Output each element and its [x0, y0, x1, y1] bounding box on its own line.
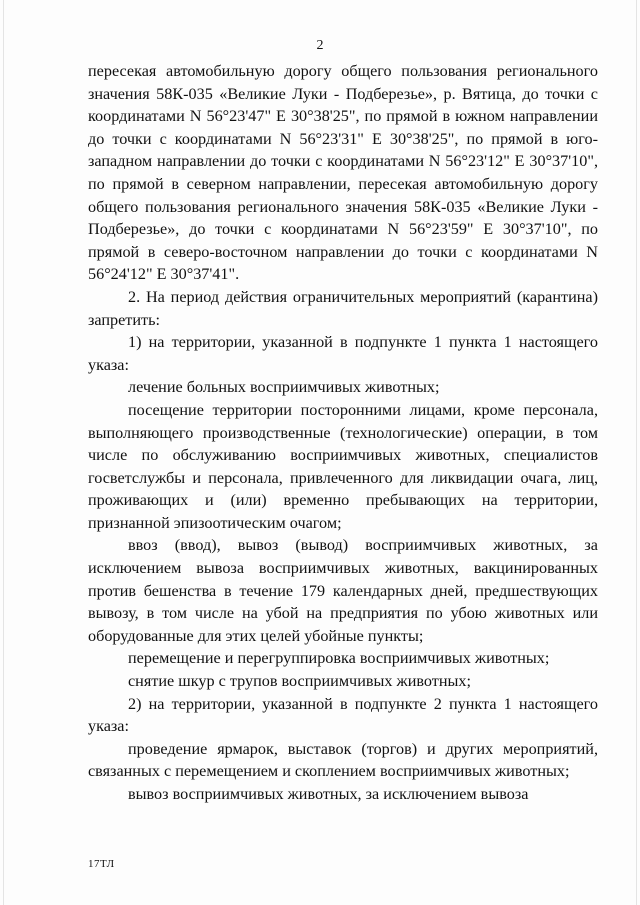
paragraph-item-visits: посещение территории посторонними лицами, кроме персонала, выполняющего производственные (технологические) операции, в том числе по обслуживанию восприимчивых животных, специалистов госветслужбы и персонала, привлеченного для ликвидации очага, лиц, проживающих и (или) временно пребывающих на территории, признанной эпизоотическим очагом;: [88, 400, 598, 532]
paragraph-item-fairs: проведение ярмарок, выставок (торгов) и других мероприятий, связанных с перемещением и скоплением восприимчивых животных;: [88, 739, 598, 781]
paragraph-coordinates: пересекая автомобильную дорогу общего пользования регионального значения 58К-035 «Великие Луки - Подберезье», р. Вятица, до точки с координатами N 56°23'47" E 30°38'25", по прямой в южном направлении до точки с координатами N 56°23'31" E 30°38'25", по прямой в юго-западном направлении до точки с координатами N 56°23'12" E 30°37'10", по прямой в северном направлении, пересекая автомобильную дорогу общего пользования регионального значения 58К-035 «Великие Луки - Подберезье», до точки с координатами N 56°23'59" E 30°37'10", по прямой в северо-восточном направлении до точки с координатами N 56°24'12" E 30°37'41".: [88, 62, 598, 284]
paragraph-item-movement: перемещение и перегруппировка восприимчивых животных;: [128, 649, 550, 668]
footer-code: 17ТЛ: [88, 858, 115, 870]
paragraph-item-skinning: снятие шкур с трупов восприимчивых животных;: [128, 672, 471, 691]
paragraph-item-export-start: вывоз восприимчивых животных, за исключением вывоза: [128, 785, 529, 803]
paragraph-subclause-1: 1) на территории, указанной в подпункте 1 пункта 1 настоящего указа:: [88, 333, 598, 374]
page-edge-right: [636, 0, 637, 905]
page-edge-left: [3, 0, 4, 905]
paragraph-item-treatment: лечение больных восприимчивых животных;: [128, 378, 440, 397]
paragraph-item-import-export: ввоз (ввод), вывоз (вывод) восприимчивых животных, за исключением вывоза восприимчивых животных, вакцинированных против бешенства в течение 179 календарных дней, предшествующих вывозу, в том числе на убой на предприятия по убою животных или оборудованные для этих целей убойные пункты;: [88, 536, 598, 645]
document-body: [88, 60, 598, 806]
paragraph-clause-2: 2. На период действия ограничительных мероприятий (карантина) запретить:: [88, 287, 598, 329]
page-number: 2: [316, 38, 324, 53]
paragraph-subclause-2: 2) на территории, указанной в подпункте 2 пункта 1 настоящего указа:: [88, 694, 598, 736]
